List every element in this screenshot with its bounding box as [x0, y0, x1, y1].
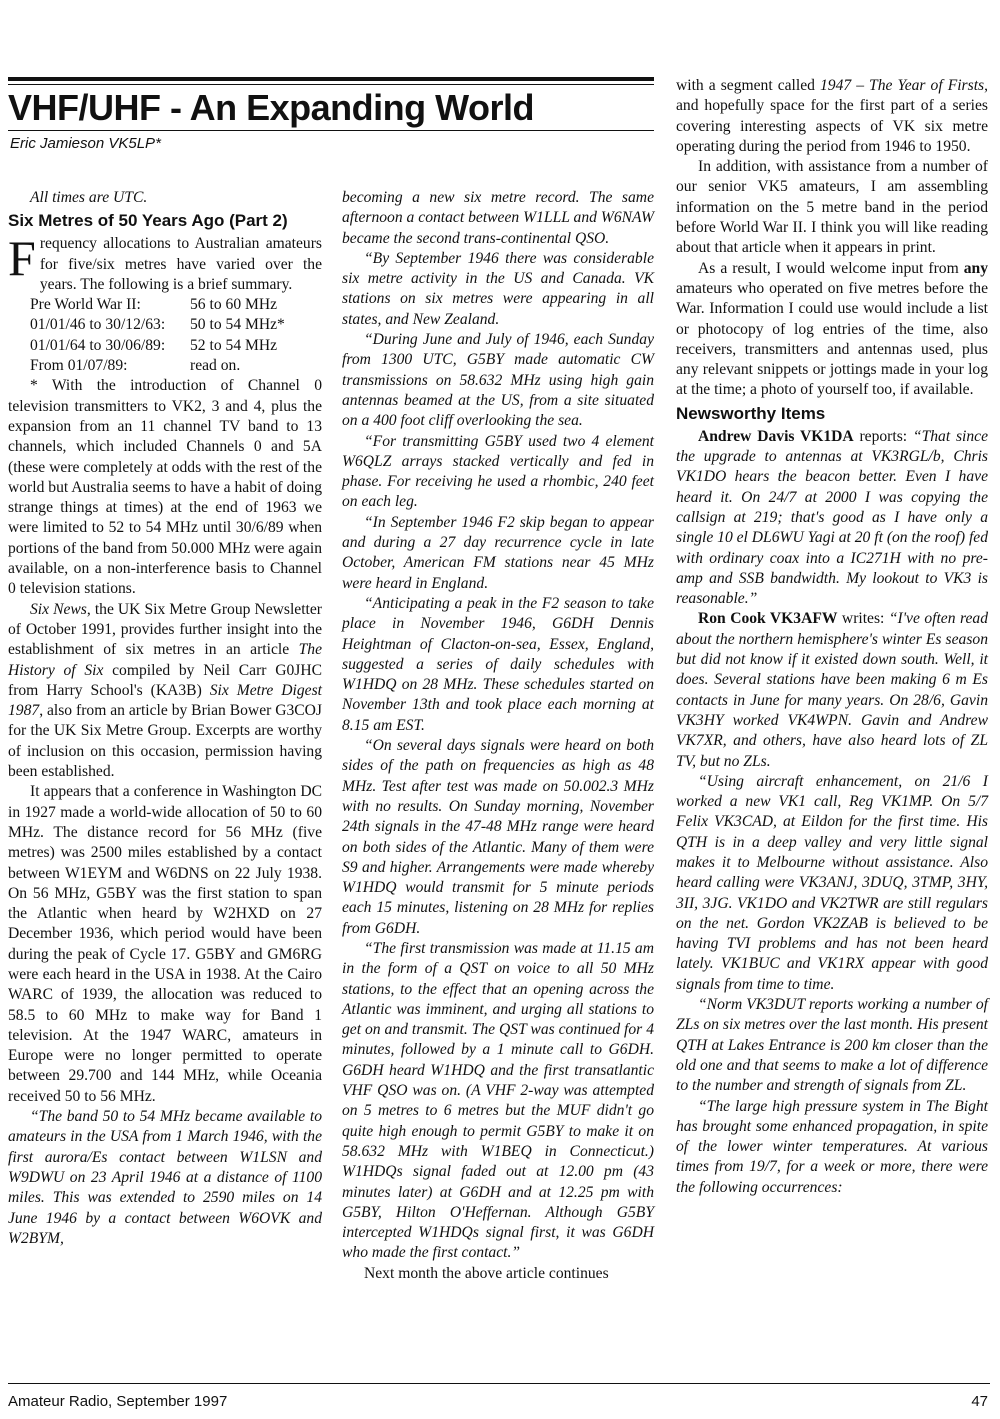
- report-paragraph: Andrew Davis VK1DA reports: “That since the upgrade to antennas at VK3RGL/b, Chris VK1DO hears the beacon better. Even I have heard it. On 24/7 at 2000 I was copying the callsign at 219; that's good as I have only a single 10 el DL6WU Yagi at 20 ft (on the roof) fed with ordinary coax into a IC271H with no pre-amp and SSB bandwidth. My lookout to VK3 is reasonable.”: [676, 427, 989, 608]
- quote-paragraph: “On several days signals were heard on both sides of the path on frequencies as high as 48 MHz. Test after test was made on 50.002.3 MHz with no results. On Sunday morning, November 24th signals in the 47-48 MHz range were heard on both sides of the Atlantic. Many of them were S9 and higher. Arrangements were made whereby W1HDQ would transmit for 5 minute periods each 15 minutes, listening on 28 MHz for replies from G6DH.: [342, 737, 654, 937]
- six-news-paragraph: Six News, the UK Six Metre Group Newsletter of October 1991, provides further insight into the establishment of six metres in an article The History of Six compiled by Neil Carr G0JHC from Harry School's (KA3B) Six Metre Digest 1987, also from an article by Brian Bower G3COJ for the UK Six Metre Group. Excerpts are worthy of inclusion on this occasion, permission having been established.: [8, 600, 323, 781]
- footer-publication: Amateur Radio, September 1997: [8, 1393, 228, 1410]
- times-note: All times are UTC.: [30, 189, 148, 206]
- page-title: VHF/UHF - An Expanding World: [8, 87, 534, 128]
- list-item: Pre World War II: 56 to 60 MHz: [30, 296, 278, 314]
- footer-rule: [8, 1383, 990, 1384]
- quote-paragraph: “Anticipating a peak in the F2 season to take place in November 1946, G6DH Dennis Heightman of Clacton-on-sea, Essex, England, suggested a series of daily schedules with W1HDQ on 28 MHz. These schedules started on November 13th and took place each morning at 8.15 am EST.: [342, 594, 654, 734]
- quote-paragraph: “In September 1946 F2 skip began to appear and during a 27 day recurrence cycle in late October, American FM stations near 45 MHz were heard in England.: [342, 513, 654, 592]
- quote-paragraph: “During June and July of 1946, each Sunday from 1300 UTC, G5BY made automatic CW transmissions on 58.632 MHz using high gain antennas beamed at the US, from a site situated on a 400 foot cliff overlooking the sea.: [342, 331, 654, 430]
- column-1: [8, 188, 322, 1249]
- top-rule: [8, 77, 654, 81]
- quote-paragraph: “The first transmission was made at 11.15 am in the form of a QST on voice to all 50 MHz stations, to the effect that an opening across the Atlantic was imminent, and urging all stations to get on and transmit. The QST was continued for 4 minutes, followed by a 1 minute call to G6DH. G6DH heard W1HDQ and the first transatlantic VHF QSO was on. (A VHF 2-way was attempted on 5 metres to 6 metres but the MUF didn't go quite high enough to permit G5BY to make it on 58.632 MHz with W1BEQ in Connecticut.) W1HDQs signal faded out at 12.00 pm (43 minutes later) at G6DH and at 12.25 pm with G5BY, Hilton O'Heffernan. Although G5BY intercepted W1HDQs signal first, it was G6DH who made the first contact.”: [342, 939, 654, 1262]
- quote-paragraph: “The large high pressure system in The Bight has brought some enhanced propagation, in spite of the lower winter temperatures. At various times from 19/7, for a week or more, there were the following occurrences:: [676, 1097, 988, 1196]
- continuation-paragraph: with a segment called 1947 – The Year of Firsts, and hopefully space for the first part of a series covering interesting aspects of VK six metre operating during the period from 1946 to 1950.: [676, 77, 988, 155]
- quote-paragraph: “By September 1946 there was considerable six metre activity in the US and Canada. VK stations on six metres were appearing in all states, and New Zealand.: [342, 249, 654, 328]
- section-heading-six-metres: Six Metres of 50 Years Ago (Part 2): [8, 211, 288, 231]
- frequency-list: [8, 295, 322, 376]
- assistance-paragraph: In addition, with assistance from a number of our senior VK5 amateurs, I am assembling information on the 5 metre band in the period before World War II. I think you will like reading about that article when it appears in print.: [676, 158, 988, 257]
- column-3: [676, 76, 988, 1198]
- column-2: [342, 188, 654, 1284]
- history-paragraph: It appears that a conference in Washington DC in 1927 made a world-wide allocation of 50 to 60 MHz. The distance record for 56 MHz (five metres) was 2500 miles established by a contact between W1EYM and W6DNS on 22 July 1938. On 56 MHz, G5BY was the first station to span the Atlantic when heard by W2HXD on 27 December 1936, which period would have been during the peak of Cycle 17. G5BY and GM6RG were each heard in the USA in 1938. At the Cairo WARC of 1939, the allocation was reduced to 58.5 to 60 MHz to make way for Band 1 television. At the 1947 WARC, amateurs in Europe were no longer permitted to operate between 29.700 and 144 MHz, while Oceania received 50 to 56 MHz.: [8, 783, 322, 1105]
- list-item: 01/01/64 to 30/06/89: 52 to 54 MHz: [30, 336, 278, 354]
- input-paragraph: As a result, I would welcome input from any amateurs who operated on five metres before the War. Information I could use would include a list or photocopy of log entries of the time, also receivers, transmitters and antennas used, plus any relevant snippets or jottings made in your log at the time; a photo of yourself too, if available.: [676, 259, 988, 399]
- quote-paragraph: “For transmitting G5BY used two 4 element W6QLZ arrays stacked vertically and fed in phase. For receiving he used a rhombic, 240 feet on each leg.: [342, 432, 654, 511]
- intro-paragraph: Frequency allocations to Australian amateurs for five/six metres have varied over the years. The following is a brief summary.: [8, 230, 322, 293]
- quote-paragraph: “The band 50 to 54 MHz became available to amateurs in the USA from 1 March 1946, with the first aurora/Es contact between W1LSN and W9DWU on 23 April 1946 at a distance of 1100 miles. This was extended to 2590 miles on 14 June 1946 by a contact between W6OVK and W2BYM,: [8, 1108, 322, 1247]
- drop-cap: F: [8, 230, 36, 287]
- page-number: 47: [971, 1393, 988, 1410]
- footnote-paragraph: * With the introduction of Channel 0 television transmitters to VK2, 3 and 4, plus the expansion from an 11 channel TV band to 13 channels, which included Channels 0 and 5A (these were completely at odds with the rest of the world but Australia seems to have a habit of doing strange things at times) at the end of 1963 we were limited to 52 to 54 MHz until 30/6/89 when portions of the band from 50.000 MHz were again available, on a non-interference basis to Channel 0 television stations.: [8, 377, 322, 598]
- list-item: 01/01/46 to 30/12/63: 50 to 54 MHz*: [30, 316, 285, 334]
- byline: Eric Jamieson VK5LP*: [10, 135, 161, 152]
- quote-paragraph: “Using aircraft enhancement, on 21/6 I worked a new VK1 call, Reg VK1MP. On 5/7 Felix VK3CAD, at Eildon for the first time. His QTH is in a deep valley and very little signal makes it to Melbourne without assistance. Also heard calling were VK3ANJ, 3DUQ, 3TMP, 3HY, 3II, 3JG. VK1DO and VK2TWR are still regulars on the net. Gordon VK2ZAB is believed to be having TVI problems and has not been heard lately. VK1BUC and VK1RX appear with good signals from time to time.: [676, 772, 988, 993]
- list-item: From 01/07/89: read on.: [30, 357, 241, 375]
- title-underline: [8, 130, 654, 131]
- next-month-paragraph: Next month the above article continues: [364, 1264, 609, 1282]
- top-rule-thin: [8, 84, 654, 85]
- report-paragraph: Ron Cook VK3AFW writes: “I've often read about the northern hemisphere's winter Es season but did not know if it existed down south. Well, it does. Several stations have been making 6 m Es contacts in June for many years. On 28/6, Gavin VK3HY worked VK4WPN. Gavin and Andrew VK7XR, and others, have also heard lots of ZL TV, but no ZLs.: [676, 610, 988, 770]
- section-heading-newsworthy: Newsworthy Items: [676, 403, 826, 423]
- quote-paragraph: becoming a new six metre record. The same afternoon a contact between W1LLL and W6NAW became the second trans-continental QSO.: [342, 189, 654, 247]
- quote-paragraph: “Norm VK3DUT reports working a number of ZLs on six metres over the last month. His present QTH at Lakes Entrance is 200 km closer than the old one and that seems to make a lot of difference to the number and strength of signals from ZL.: [676, 996, 988, 1095]
